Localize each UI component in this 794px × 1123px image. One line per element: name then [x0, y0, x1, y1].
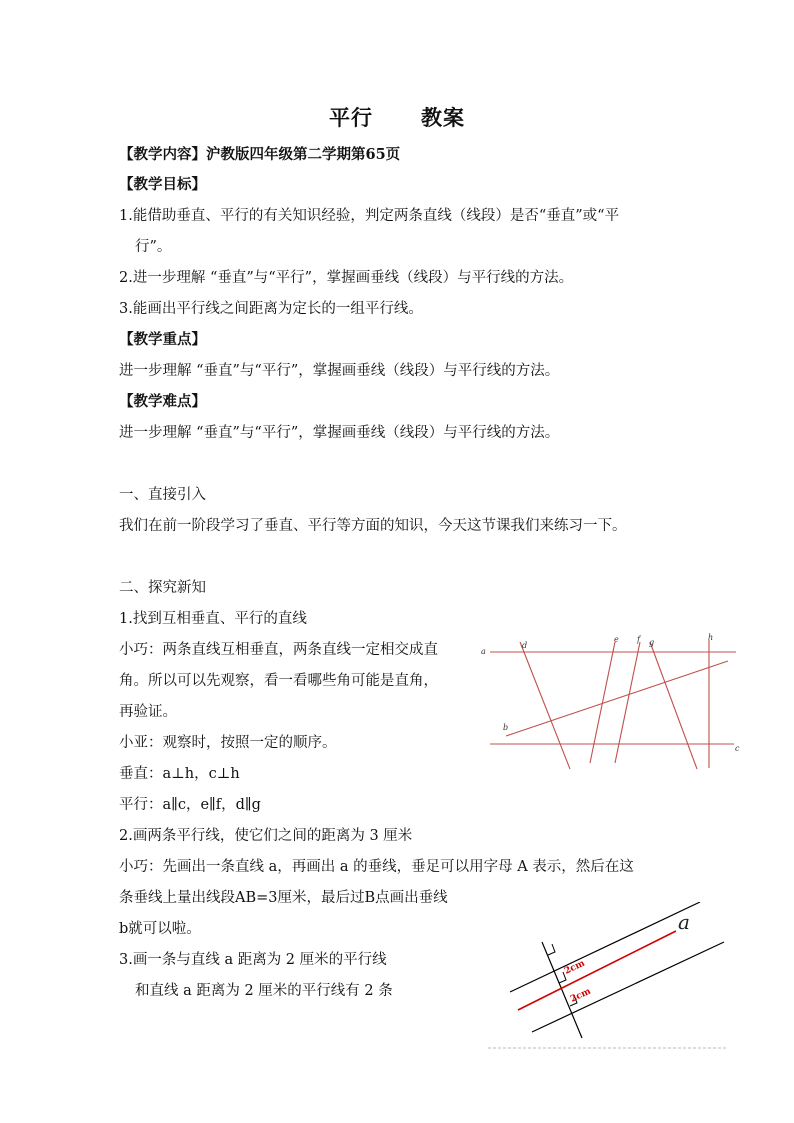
- goal-1-cont: 行”。: [135, 239, 172, 255]
- distance-label-1: 2cm: [563, 958, 587, 977]
- label-f: f: [637, 635, 640, 644]
- label-e: e: [614, 635, 619, 644]
- item-2: 2.画两条平行线，使它们之间的距离为 3 厘米: [119, 828, 413, 844]
- label-b: b: [503, 723, 509, 732]
- tip-1c: 再验证。: [119, 704, 177, 720]
- section-2-heading: 二、探究新知: [119, 580, 206, 596]
- line-b: [506, 661, 728, 736]
- goals-heading: 【教学目标】: [119, 176, 206, 193]
- tip-3a: 小巧：先画出一条直线 a，再画出 a 的垂线，垂足可以用字母 A 表示，然后在这: [119, 859, 634, 875]
- tip-1b: 角。所以可以先观察，看一看哪些角可能是直角，: [119, 673, 438, 689]
- page-title: [0, 102, 794, 132]
- difficulty-heading: 【教学难点】: [119, 393, 206, 410]
- goal-1: 1.能借助垂直、平行的有关知识经验，判定两条直线（线段）是否“垂直”或“平: [119, 208, 620, 224]
- label-a: a: [481, 647, 486, 656]
- key-heading: 【教学重点】: [119, 331, 206, 348]
- item-3: 3.画一条与直线 a 距离为 2 厘米的平行线: [119, 952, 387, 968]
- tip-2: 小亚：观察时，按照一定的顺序。: [119, 735, 337, 751]
- tip-3b: 条垂线上量出线段AB=3厘米，最后过B点画出垂线: [119, 890, 448, 906]
- difficulty-text: 进一步理解 “垂直”与“平行”，掌握画垂线（线段）与平行线的方法。: [119, 425, 560, 441]
- title-right: 教案: [421, 105, 465, 130]
- goal-3: 3.能画出平行线之间距离为定长的一组平行线。: [119, 301, 423, 317]
- section-1-heading: 一、直接引入: [119, 487, 206, 503]
- perpendicular-list: 垂直：a⊥h，c⊥h: [119, 766, 240, 782]
- label-d: d: [522, 641, 528, 650]
- title-left: 平行: [329, 105, 373, 130]
- label-c: c: [735, 744, 740, 753]
- line-f: [615, 642, 640, 763]
- item-3-text: 和直线 a 距离为 2 厘米的平行线有 2 条: [135, 983, 393, 999]
- distance-label-2: 2cm: [569, 986, 593, 1005]
- line-e: [590, 642, 615, 763]
- line-a-red: [518, 931, 676, 1010]
- line-d: [520, 642, 570, 769]
- lines-figure: [478, 628, 744, 774]
- goal-2: 2.进一步理解 “垂直”与“平行”，掌握画垂线（线段）与平行线的方法。: [119, 270, 574, 286]
- tip-3c: b就可以啦。: [119, 921, 201, 937]
- distance-figure: [486, 902, 734, 1052]
- key-text: 进一步理解 “垂直”与“平行”，掌握画垂线（线段）与平行线的方法。: [119, 363, 560, 379]
- parallel-list: 平行：a∥c，e∥f，d∥g: [119, 797, 261, 813]
- tip-1a: 小巧：两条直线互相垂直，两条直线一定相交成直: [119, 642, 438, 658]
- perpendicular: [542, 942, 582, 1038]
- teaching-content: 【教学内容】沪教版四年级第二学期第65页: [119, 146, 401, 163]
- line-a-label: a: [678, 910, 690, 934]
- item-1: 1.找到互相垂直、平行的直线: [119, 611, 307, 627]
- label-g: g: [649, 638, 655, 647]
- label-h: h: [708, 633, 714, 642]
- line-g: [650, 642, 697, 769]
- parallel-upper: [510, 902, 700, 992]
- section-1-text: 我们在前一阶段学习了垂直、平行等方面的知识，今天这节课我们来练习一下。: [119, 518, 627, 534]
